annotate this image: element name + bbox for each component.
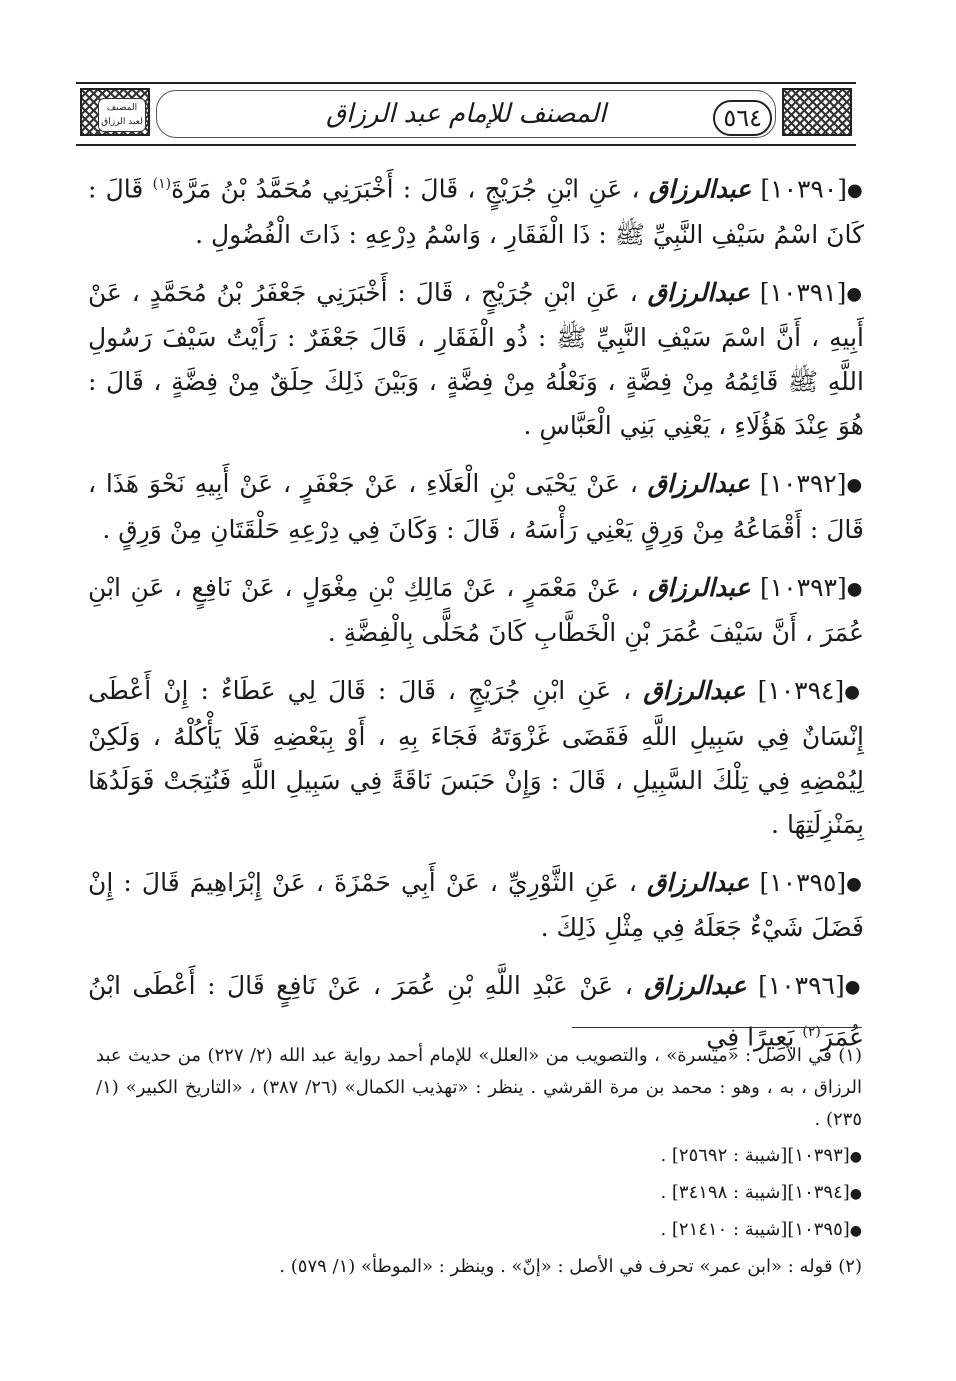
footnote-2: (٢) قوله : «ابن عمر» تحرف في الأصل : «إنّ» . وينظر : «الموطأ» (١/ ٥٧٩) . — [279, 1256, 862, 1277]
hadith-text: ، عَنِ ابْنِ جُرَيْجٍ ، قَالَ : أَخْبَرَنِي مُحَمَّدُ بْنُ مَرَّةَ — [171, 174, 640, 204]
narrator-name: عبدالرزاق — [648, 174, 752, 204]
page-header — [76, 82, 856, 146]
header-ornament-left — [80, 88, 150, 136]
narrator-name: عبدالرزاق — [647, 277, 750, 307]
hadith-number: [١٠٣٩١] — [759, 277, 847, 307]
hadith-10393 — [88, 566, 864, 656]
bullet-icon: ● — [849, 1186, 862, 1202]
bullet-icon: ● — [844, 976, 864, 998]
footnotes — [96, 1040, 862, 1287]
main-text — [88, 162, 864, 1073]
page-number: ٥٦٤ — [713, 100, 772, 136]
narrator-name: عبدالرزاق — [647, 867, 750, 897]
bullet-icon: ● — [849, 1149, 862, 1165]
narrator-name: عبدالرزاق — [643, 676, 746, 706]
book-title: المصنف للإمام عبد الرزاق — [325, 99, 607, 129]
bullet-icon: ● — [846, 578, 864, 600]
bullet-icon: ● — [844, 681, 864, 703]
hadith-text: ، عَنِ ابْنِ جُرَيْجٍ ، قَالَ : قَالَ لِي عَطَاءٌ : إِنْ أَعْطَى إِنْسَانٌ فِي سَبِيلِ اللَّهِ فَقَضَى غَزْوَتَهُ فَجَاءَ بِهِ ، أَوْ بِبَعْضِهِ فَلَا يَأْكُلْهُ ، وَلَكِنْ لِيُمْضِهِ فِي تِلْكَ السَّبِيلِ ، قَالَ : وَإِنْ حَبَسَ نَاقَةً فِي سَبِيلِ اللَّهِ فَنُتِجَتْ فَوَلَدُهَا بِمَنْزِلَتِهَا . — [88, 676, 864, 839]
bullet-icon: ● — [846, 873, 864, 895]
hadith-number: [١٠٣٩٤] — [757, 676, 845, 706]
source-ref: ●[١٠٣٩٤][شيبة : ٣٤١٩٨] . — [660, 1182, 862, 1203]
hadith-10392 — [88, 462, 864, 552]
footnote-1: (١) في الأصل : «ميسرة» ، والتصويب من «العلل» للإمام أحمد رواية عبد الله (٢/ ٢٢٧) من حديث عبد الرزاق ، به ، وهو : محمد بن مرة القرشي . ينظر : «تهذيب الكمال» (٢٦/ ٣٨٧) ، «التاريخ الكبير» (١/ ٢٣٥) . — [96, 1045, 862, 1130]
narrator-name: عبدالرزاق — [648, 572, 751, 602]
bullet-icon: ● — [847, 179, 865, 201]
hadith-10395 — [88, 861, 864, 951]
seal-logo: المصنف لعبد الرزاق — [98, 98, 146, 132]
footnote-ref[interactable]: (١) — [152, 176, 172, 192]
hadith-text: ، عَنِ الثَّوْرِيِّ ، عَنْ أَبِي حَمْزَةَ ، عَنْ إِبْرَاهِيمَ قَالَ : إِنْ فَضَلَ شَيْءٌ جَعَلَهُ فِي مِثْلِ ذَلِكَ . — [88, 867, 864, 943]
hadith-number: [١٠٣٩٠] — [760, 174, 848, 204]
header-title-frame — [156, 90, 776, 138]
hadith-number: [١٠٣٩٢] — [759, 469, 847, 499]
hadith-text: ، عَنْ مَعْمَرٍ ، عَنْ مَالِكِ بْنِ مِغْوَلٍ ، عَنْ نَافِعٍ ، عَنِ ابْنِ عُمَرَ ، أَنَّ سَيْفَ عُمَرَ بْنِ الْخَطَّابِ كَانَ مُحَلًّى بِالْفِضَّةِ . — [88, 572, 864, 648]
hadith-text-cont: قَالَ : كَانَ اسْمُ سَيْفِ النَّبِيِّ ﷺ : ذَا الْفَقَارِ ، وَاسْمُ دِرْعِهِ : ذَاتَ الْفُضُولِ . — [88, 174, 864, 249]
hadith-number: [١٠٣٩٣] — [760, 572, 847, 602]
source-ref: ●[١٠٣٩٣][شيبة : ٢٥٦٩٢] . — [660, 1145, 862, 1166]
header-ornament-right — [723, 88, 852, 136]
hadith-10391 — [88, 271, 864, 449]
hadith-text-cont: بَعِيرًا فِي — [706, 1022, 795, 1052]
hadith-text: ، عَنْ عَبْدِ اللَّهِ بْنِ عُمَرَ ، عَنْ نَافِعٍ قَالَ : أَعْطَى ابْنُ عُمَرَ — [88, 971, 864, 1052]
hadith-10394 — [88, 669, 864, 847]
hadith-text: ، عَنِ ابْنِ جُرَيْجٍ ، قَالَ : أَخْبَرَنِي جَعْفَرُ بْنُ مُحَمَّدٍ ، عَنْ أَبِيهِ ، أَنَّ اسْمَ سَيْفِ النَّبِيِّ ﷺ : ذُو الْفَقَارِ ، قَالَ جَعْفَرٌ : رَأَيْتُ سَيْفَ رَسُولِ اللَّهِ ﷺ قَائِمُهُ مِنْ فِضَّةٍ ، وَنَعْلُهُ مِنْ فِضَّةٍ ، وَبَيْنَ ذَلِكَ حِلَقٌ مِنْ فِضَّةٍ ، قَالَ : هُوَ عِنْدَ هَؤُلَاءِ ، يَعْنِي بَنِي الْعَبَّاسِ . — [88, 277, 864, 441]
bullet-icon: ● — [846, 474, 864, 496]
hadith-number: [١٠٣٩٥] — [759, 867, 847, 897]
bullet-icon: ● — [849, 1223, 862, 1239]
narrator-name: عبدالرزاق — [647, 469, 751, 499]
hadith-10390 — [88, 162, 864, 257]
footnote-ref[interactable]: (٢) — [802, 1023, 821, 1040]
bullet-icon: ● — [846, 283, 864, 305]
narrator-name: عبدالرزاق — [644, 971, 747, 1001]
footnote-divider — [572, 1027, 862, 1028]
hadith-number: [١٠٣٩٦] — [758, 971, 845, 1001]
source-ref: ●[١٠٣٩٥][شيبة : ٢١٤١٠] . — [660, 1219, 862, 1240]
hadith-text: ، عَنْ يَحْيَى بْنِ الْعَلَاءِ ، عَنْ جَعْفَرٍ ، عَنْ أَبِيهِ نَحْوَ هَذَا ، قَالَ : أَقْمَاعُهُ مِنْ وَرِقٍ يَعْنِي رَأْسَهُ ، قَالَ : وَكَانَ فِي دِرْعِهِ حَلْقَتَانِ مِنْ وَرِقٍ . — [88, 469, 864, 544]
